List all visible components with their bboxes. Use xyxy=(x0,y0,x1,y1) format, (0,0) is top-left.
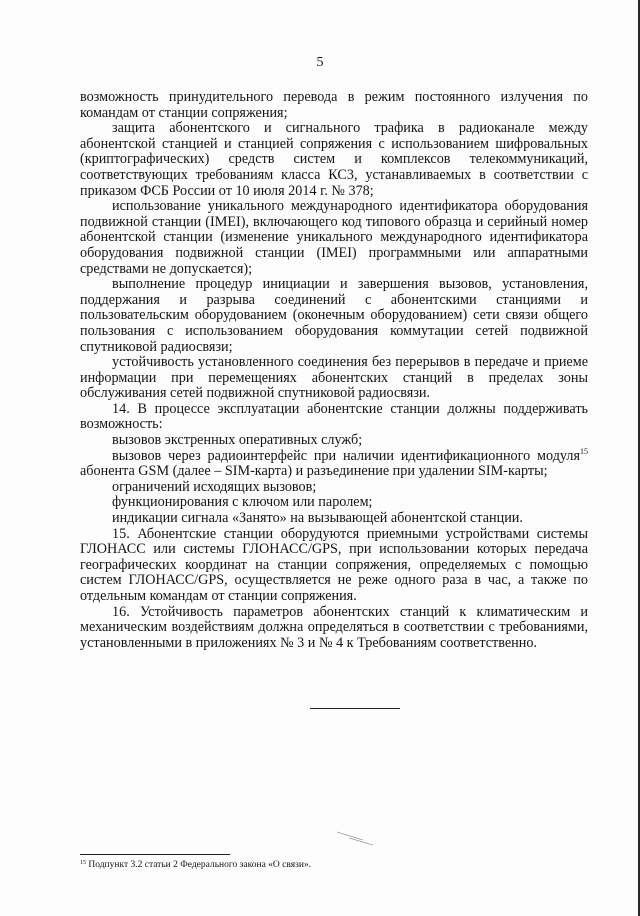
paragraph: возможность принудительного перевода в режим постоянного излучения по командам от станции сопряжения; xyxy=(80,89,588,121)
paragraph xyxy=(80,446,588,480)
paragraph-text: абонента GSM (далее – SIM-карта) и разъединение при удалении SIM-карты; xyxy=(80,463,548,480)
scan-artifact xyxy=(335,828,375,848)
paragraph: защита абонентского и сигнального трафика в радиоканале между абонентской станцией и станцией сопряжения с использованием шифровальных (криптографических) средств систем и комплексов телекоммуникаций, соответствующих требованиям класса КС3, устанавливаемых в соответствии с приказом ФСБ России от 10 июля 2014 г. № 378; xyxy=(80,120,588,199)
paragraph: вызовов экстренных оперативных служб; xyxy=(112,432,363,449)
paragraph: ограничений исходящих вызовов; xyxy=(112,478,317,495)
footnote-divider xyxy=(80,854,230,855)
paragraph: 14. В процессе эксплуатации абонентские станции должны поддерживать возможность: xyxy=(80,400,588,433)
paragraph: 16. Устойчивость параметров абонентских станций к климатическим и механическим воздействиям должна определяться в соответствии с требованиями, установленными в приложениях № 3 и № 4 к Требованиям соответственно. xyxy=(80,603,588,651)
paragraph: функционирования с ключом или паролем; xyxy=(112,494,373,511)
paragraph: устойчивость установленного соединения без перерывов в передаче и приеме информации при перемещениях абонентских станций в пределах зоны обслуживания сетей подвижной спутниковой радиосвязи. xyxy=(80,354,588,402)
body-text xyxy=(80,90,588,651)
end-of-text-divider xyxy=(310,708,400,709)
footnote-marker: 15 xyxy=(80,860,86,866)
paragraph: выполнение процедур инициации и завершения вызовов, установления, поддержания и разрыва соединений с абонентскими станциями и пользовательским оборудованием (оконечным оборудованием) сети связи общего пользования с использованием оборудования коммутации сетей подвижной спутниковой радиосвязи; xyxy=(80,276,588,355)
footnote xyxy=(80,860,580,871)
paragraph: использование уникального международного идентификатора оборудования подвижной станции (IMEI), включающего код типового образца и серийный номер абонентской станции (изменение уникального международного идентификатора оборудования подвижной станции (IMEI) программными или аппаратными средствами не допускается); xyxy=(80,198,588,277)
page-number: 5 xyxy=(316,55,324,70)
paragraph: индикации сигнала «Занято» на вызывающей абонентской станции. xyxy=(112,510,523,527)
footnote-text: Подпункт 3.2 статьи 2 Федерального закона «О связи». xyxy=(86,860,312,870)
paragraph-text: вызовов через радиоинтерфейс при наличии идентификационного модуля xyxy=(112,447,580,464)
paragraph: 15. Абонентские станции оборудуются приемными устройствами системы ГЛОНАСС или системы ГЛОНАСС/GPS, при использовании которых передача географических координат на станции сопряжения, определяемых с помощью систем ГЛОНАСС/GPS, осуществляется не реже одного раза в час, а также по отдельным командам от станции сопряжения. xyxy=(80,525,588,604)
footnote-reference: 15 xyxy=(580,446,588,456)
